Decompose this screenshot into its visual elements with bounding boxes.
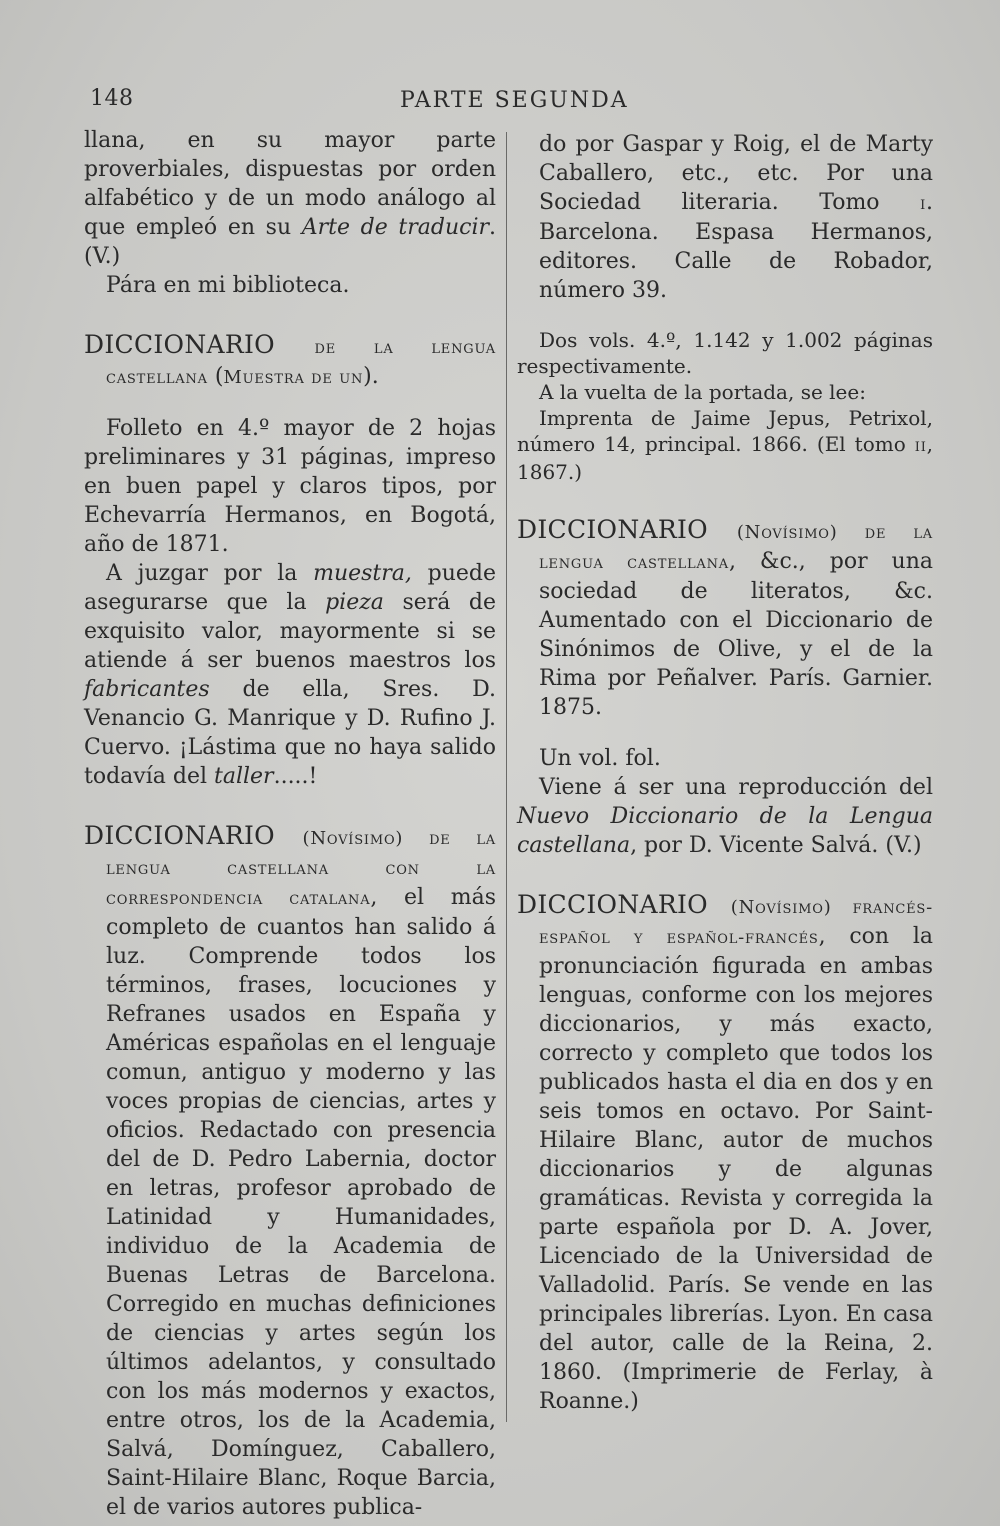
paragraph: Dos vols. 4.º, 1.142 y 1.002 páginas respectivamente.	[517, 328, 933, 378]
entry-heading: DICCIONARIO de la lengua castellana (Muestra de un).	[84, 330, 496, 389]
right-column	[517, 130, 933, 1416]
column-divider	[506, 132, 507, 1422]
paragraph: Un vol. fol.	[539, 746, 661, 771]
entry-heading: DICCIONARIO (Novísimo) de la lengua castellana con la correspondencia catalana, el más completo de cuantos han salido á luz. Comprende todos los términos, frases, locuciones y Refranes usados en España y Américas españolas en el lenguaje comun, antiguo y moderno y las voces propias de ciencias, artes y oficios. Redactado con presencia del de D. Pedro Labernia, doctor en letras, profesor aprobado de Latinidad y Humanidades, individuo de la Academia de Buenas Letras de Barcelona. Corregido en muchas definiciones de ciencias y artes según los últimos adelantos, y consultado con los más modernos y exactos, entre otros, los de la Academia, Salvá, Domínguez, Caballero, Saint-Hilaire Blanc, Roque Barcia, el de varios autores publica-	[84, 821, 496, 1520]
paragraph: Pára en mi biblioteca.	[106, 273, 350, 298]
paragraph: Folleto en 4.º mayor de 2 hojas preliminares y 31 páginas, impreso en buen papel y claros tipos, por Echevarría Hermanos, en Bogotá, año de 1871.	[84, 416, 496, 557]
paragraph: A juzgar por la muestra, puede asegurarse que la pieza será de exquisito valor, mayormente si se atiende á ser buenos maestros los fabricantes de ella, Sres. D. Venancio G. Manrique y D. Rufino J. Cuervo. ¡Lástima que no haya salido todavía del taller.....!	[84, 561, 497, 789]
running-title: PARTE SEGUNDA	[400, 88, 629, 113]
page-number: 148	[90, 86, 134, 111]
paragraph: A la vuelta de la portada, se lee:	[539, 380, 866, 404]
paragraph: llana, en su mayor parte proverbiales, dispuestas por orden alfabético y de un modo análogo al que empleó en su Arte de traducir. (V.)	[84, 128, 496, 269]
paragraph: do por Gaspar y Roig, el de Marty Caballero, etc., etc. Por una Sociedad literaria. Tomo i. Barcelona. Espasa Hermanos, editores. Calle de Robador, número 39.	[539, 132, 933, 303]
left-column	[84, 126, 496, 1522]
entry-heading: DICCIONARIO (Novísimo) de la lengua castellana, &c., por una sociedad de literatos, &c. Aumentado con el Diccionario de Sinónimos de Olive, y el de la Rima por Peñalver. París. Garnier. 1875.	[517, 515, 933, 720]
paragraph: Imprenta de Jaime Jepus, Petrixol, número 14, principal. 1866. (El tomo ii, 1867.)	[517, 406, 933, 484]
entry-heading: DICCIONARIO (Novísimo) francés-español y español-francés, con la pronunciación figurada en ambas lenguas, conforme con los mejores diccionarios, y más exacto, correcto y completo que todos los publicados hasta el dia en dos y en seis tomos en octavo. Por Saint-Hilaire Blanc, autor de muchos diccionarios y de algunas gramáticas. Revista y corregida la parte española por D. A. Jover, Licenciado de la Universidad de Valladolid. París. Se vende en las principales librerías. Lyon. En casa del autor, calle de la Reina, 2. 1860. (Imprimerie de Ferlay, à Roanne.)	[517, 890, 933, 1414]
paragraph: Viene á ser una reproducción del Nuevo Diccionario de la Lengua castellana, por D. Vicente Salvá. (V.)	[517, 775, 933, 858]
